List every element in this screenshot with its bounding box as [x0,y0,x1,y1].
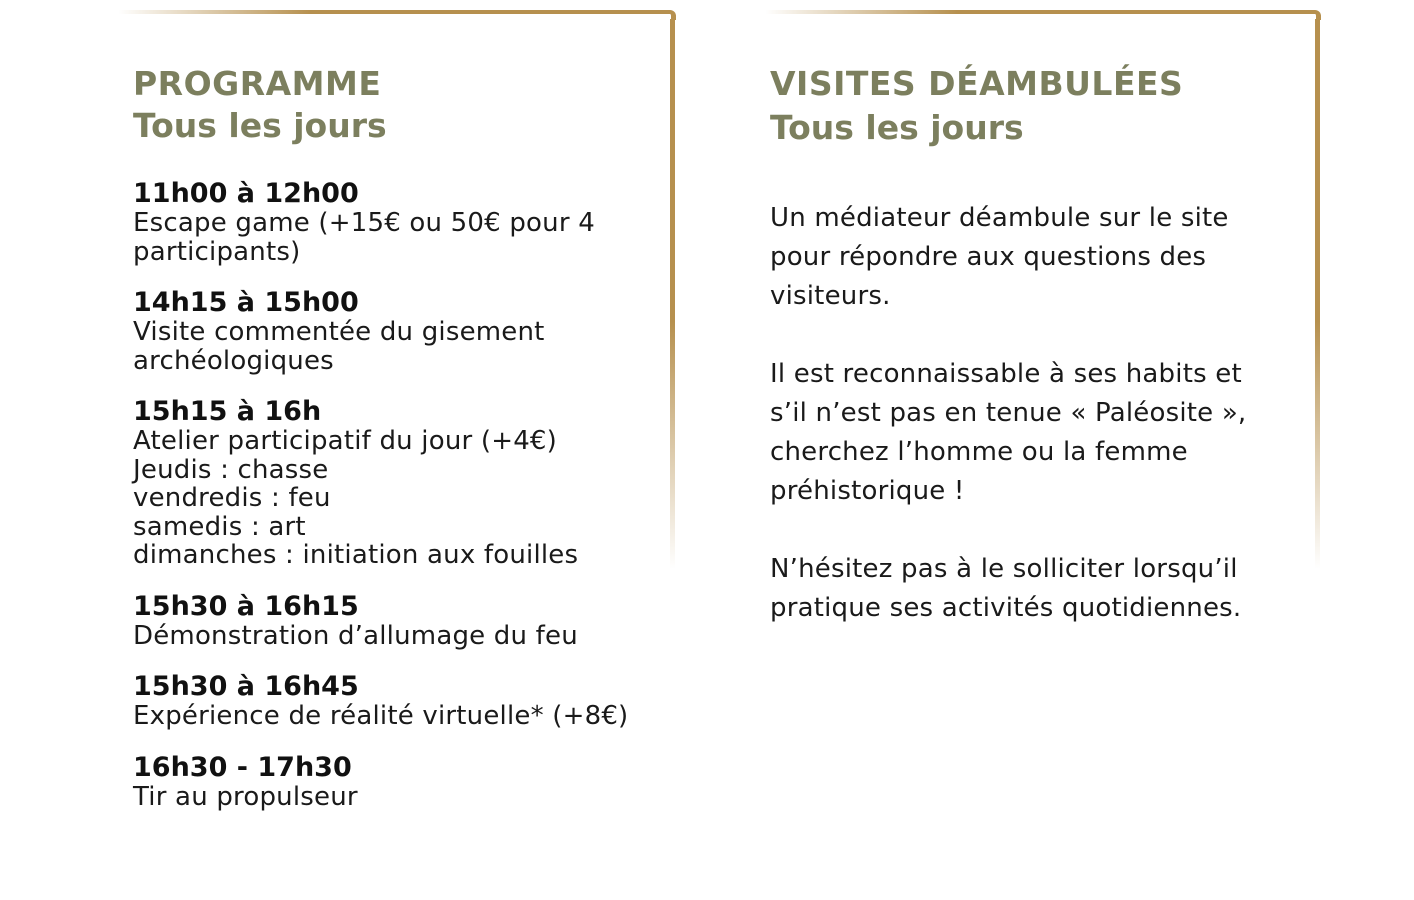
programme-frame-side [670,19,675,569]
schedule-item-description: Atelier participatif du jour (+4€) [133,426,558,457]
programme-subtitle: Tous les jours [133,105,387,145]
schedule-item-time: 11h00 à 12h00 [133,178,359,210]
schedule-item-time: 15h30 à 16h15 [133,590,359,622]
schedule-item-time: 16h30 - 17h30 [133,751,352,783]
visites-paragraph-line: préhistorique ! [770,476,965,507]
schedule-item-description: Démonstration d’allumage du feu [133,620,578,651]
schedule-item [133,397,663,570]
visites-paragraph [770,355,1300,511]
visites-paragraph-line: cherchez l’homme ou la femme [770,437,1188,468]
schedule-item-description: vendredis : feu [133,483,331,514]
programme-title: PROGRAMME [133,64,382,103]
schedule-item-description: Escape game (+15€ ou 50€ pour 4 [133,208,595,239]
schedule-item-time: 15h15 à 16h [133,396,322,428]
visites-paragraph-line: Un médiateur déambule sur le site [770,203,1229,234]
visites-frame-side [1315,19,1320,569]
programme-panel [133,64,663,833]
visites-paragraph-line: s’il n’est pas en tenue « Paléosite », [770,398,1247,429]
schedule-item [133,592,663,651]
visites-paragraph-line: pratique ses activités quotidiennes. [770,593,1242,624]
visites-panel [770,64,1300,667]
schedule-item-description: dimanches : initiation aux fouilles [133,540,579,571]
schedule-item-description: Jeudis : chasse [133,454,329,485]
visites-paragraph [770,550,1300,628]
visites-body [770,199,1300,628]
schedule-item [133,288,663,375]
visites-paragraph [770,199,1300,316]
schedule-item [133,672,663,731]
schedule-item-description: Expérience de réalité virtuelle* (+8€) [133,701,629,732]
visites-paragraph-line: Il est reconnaissable à ses habits et [770,359,1242,390]
schedule-item-time: 15h30 à 16h45 [133,671,359,703]
programme-frame-top [118,10,670,14]
schedule-item-description: participants) [133,236,301,267]
schedule-item [133,179,663,266]
visites-paragraph-line: visiteurs. [770,281,891,312]
visites-paragraph-line: N’hésitez pas à le solliciter lorsqu’il [770,554,1238,585]
schedule-item [133,753,663,812]
schedule-item-time: 14h15 à 15h00 [133,287,359,319]
schedule-item-description: samedis : art [133,511,306,542]
schedule-item-description: Visite commentée du gisement [133,317,545,348]
schedule-item-description: archéologiques [133,345,334,376]
visites-paragraph-line: pour répondre aux questions des [770,242,1207,273]
schedule-item-description: Tir au propulseur [133,781,358,812]
visites-title: VISITES DÉAMBULÉES [770,64,1184,103]
visites-subtitle: Tous les jours [770,107,1024,147]
programme-schedule [133,179,663,811]
visites-frame-top [765,10,1315,14]
